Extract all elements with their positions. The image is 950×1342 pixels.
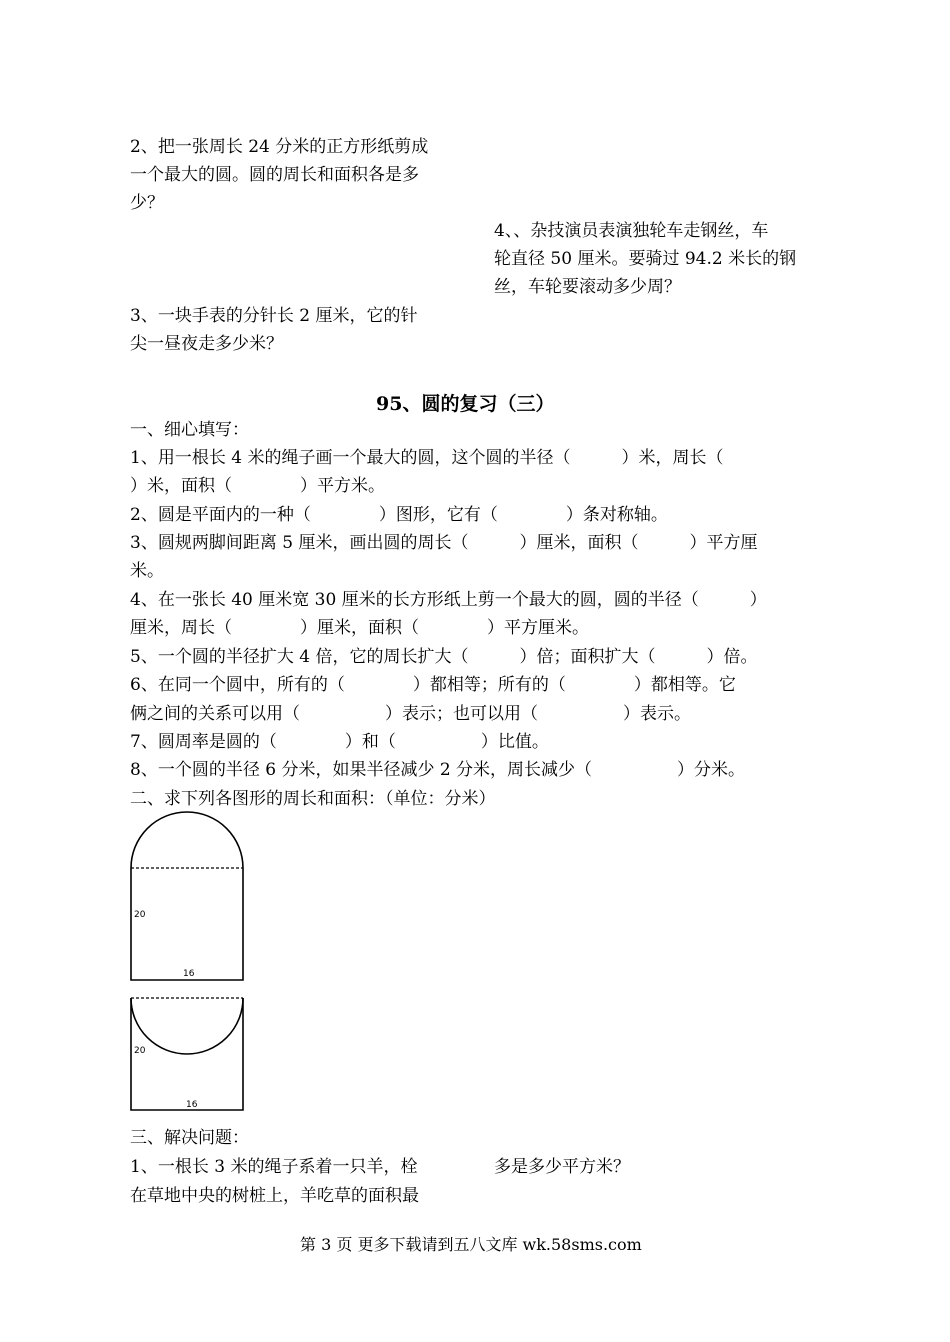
part1-line: 4、在一张长 40 厘米宽 30 厘米的长方形纸上剪一个最大的圆，圆的半径（ ）: [130, 590, 767, 610]
fig1-side-label: 20: [134, 910, 146, 920]
part1-line: 2、圆是平面内的一种（ ）图形，它有（ ）条对称轴。: [130, 505, 668, 525]
q4-line-2: 轮直径 50 厘米。要骑过 94.2 米长的钢: [494, 249, 797, 269]
fig2-bottom-label: 16: [186, 1100, 198, 1110]
q3-line-2: 尖一昼夜走多少米？: [130, 334, 283, 354]
q2-line-3: 少？: [130, 193, 164, 213]
part1-line: 6、在同一个圆中，所有的（ ）都相等；所有的（ ）都相等。它: [130, 675, 736, 695]
q2-line-1: 2、把一张周长 24 分米的正方形纸剪成: [130, 137, 429, 157]
part1-line: 7、圆周率是圆的（ ）和（ ）比值。: [130, 732, 549, 752]
part3-q1-line-1a: 1、一根长 3 米的绳子系着一只羊，栓: [130, 1157, 418, 1177]
part1-line: 1、用一根长 4 米的绳子画一个最大的圆，这个圆的半径（ ）米，周长（: [130, 448, 724, 468]
part1-line: 俩之间的关系可以用（ ）表示；也可以用（ ）表示。: [130, 704, 691, 724]
part1-line: 8、一个圆的半径 6 分米，如果半径减少 2 分米，周长减少（ ）分米。: [130, 760, 746, 780]
part3-heading: 三、解决问题：: [130, 1128, 249, 1148]
figure-rect-semicircle-top: [126, 810, 248, 989]
figure-rect-semicircle-cutout: [126, 993, 248, 1119]
fig2-side-label: 20: [134, 1046, 146, 1056]
part1-line: 5、一个圆的半径扩大 4 倍，它的周长扩大（ ）倍；面积扩大（ ）倍。: [130, 647, 758, 667]
part2-heading: 二、求下列各图形的周长和面积：（单位：分米）: [130, 789, 496, 809]
q2-line-2: 一个最大的圆。圆的周长和面积各是多: [130, 165, 419, 185]
q3-line-1: 3、一块手表的分针长 2 厘米，它的针: [130, 306, 418, 326]
fig1-bottom-label: 16: [183, 969, 195, 979]
q4-line-1: 4、、杂技演员表演独轮车走钢丝，车: [494, 221, 769, 241]
part1-heading: 一、细心填写：: [130, 420, 249, 440]
part1-line: 厘米，周长（ ）厘米，面积（ ）平方厘米。: [130, 618, 589, 638]
q4-line-3: 丝，车轮要滚动多少周？: [494, 277, 681, 297]
page-footer: 第 3 页 更多下载请到五八文库 wk.58sms.com: [300, 1235, 642, 1254]
part1-line: ）米，面积（ ）平方米。: [130, 476, 385, 496]
part1-line: 米。: [130, 561, 164, 581]
part1-line: 3、圆规两脚间距离 5 厘米，画出圆的周长（ ）厘米，面积（ ）平方厘: [130, 533, 758, 553]
part3-q1-line-1b: 多是多少平方米？: [494, 1157, 630, 1177]
part3-q1-line-2: 在草地中央的树桩上，羊吃草的面积最: [130, 1186, 419, 1206]
section-title: 95、圆的复习（三）: [376, 393, 555, 415]
